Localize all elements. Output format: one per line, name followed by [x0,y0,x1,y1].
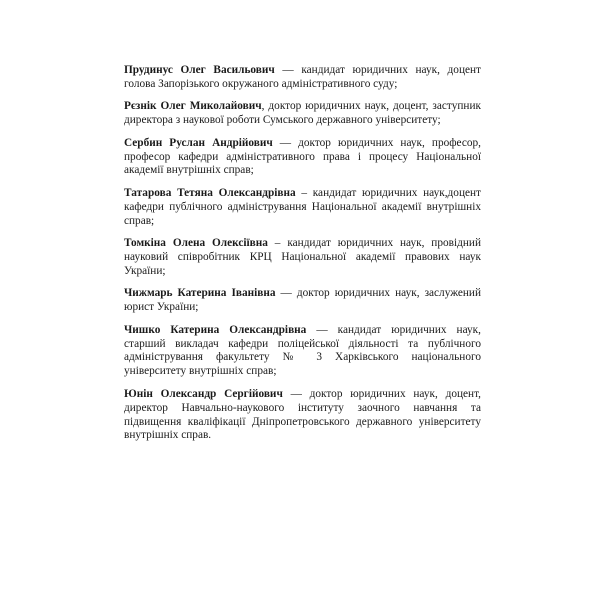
contributor-name: Юнін Олександр Сергійович [124,387,283,400]
contributors-list [124,64,481,452]
contributor-entry [124,100,481,128]
contributor-name: Томкіна Олена Олексіївна [124,237,268,250]
contributor-entry [124,64,481,92]
contributor-name: Чижмарь Катерина Іванівна [124,287,276,300]
contributor-name: Прудинус Олег Васильович [124,64,275,76]
contributor-description: – кандидат юридичних наук,доцент кафедри публічного адміністрування Національної академії внутрішніх справ; [124,186,481,227]
contributor-entry [124,137,481,179]
contributor-description: — кандидат юридичних наук, старший викладач кафедри поліцейської діяльності та публічного адміністрування факультету № 3 Харківського національного університету внутрішніх справ; [124,323,481,378]
contributor-entry [124,324,481,380]
contributor-description: — доктор юридичних наук, професор, професор кафедри адміністративного права і процесу Національної академії внутрішніх справ; [124,136,481,177]
contributor-entry [124,388,481,444]
contributor-description: — доктор юридичних наук, заслужений юрист України; [124,287,482,314]
contributor-entry [124,287,481,315]
contributor-name: Сербин Руслан Андрійович [124,136,273,149]
contributor-name: Татарова Тетяна Олександрівна [124,186,296,199]
contributor-description: — доктор юридичних наук, доцент, директор Навчально-наукового інституту заочного навчання та підвищення кваліфікації Дніпропетровського державного університету внутрішніх справ. [124,387,481,442]
contributor-entry [124,187,481,229]
contributor-name: Чишко Катерина Олександрівна [124,323,307,336]
contributor-name: Рєзнік Олег Миколайович [124,100,262,113]
contributor-description: – кандидат юридичних наук, провідний науковий співробітник КРЦ Національної академії правових наук України; [124,237,481,277]
contributor-entry [124,237,481,279]
contributor-description: , доктор юридичних наук, доцент, заступник директора з наукової роботи Сумського державного університету; [124,100,481,127]
contributor-description: — кандидат юридичних наук, доцент голова Запорізького окружаного адміністративного суду; [124,64,481,90]
